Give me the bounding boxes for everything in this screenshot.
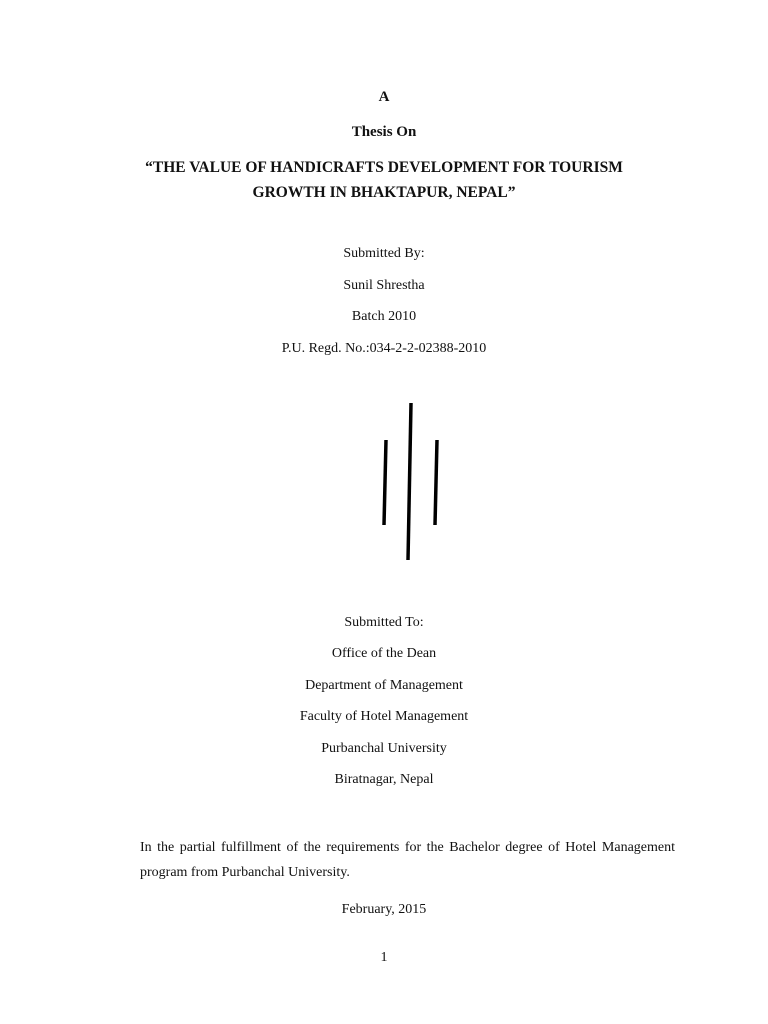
office-name: Office of the Dean	[331, 646, 437, 661]
thesis-on-heading: Thesis On	[351, 124, 417, 140]
emblem-left-bar	[384, 440, 386, 525]
thesis-title	[80, 155, 688, 205]
author-name: Sunil Shrestha	[343, 278, 425, 293]
fulfillment-paragraph: In the partial fulfillment of the requirements for the Bachelor degree of Hotel Management program from Purbanchal University.	[140, 840, 675, 880]
emblem-center-bar	[408, 403, 411, 560]
submitted-by-label: Submitted By:	[343, 246, 425, 261]
emblem-right-bar	[435, 440, 437, 525]
submitted-to-label: Submitted To:	[344, 615, 424, 630]
page-number: 1	[380, 950, 388, 965]
submission-date: February, 2015	[341, 902, 427, 917]
author-batch: Batch 2010	[351, 309, 417, 324]
registration-number: P.U. Regd. No.:034-2-2-02388-2010	[281, 341, 487, 356]
department-name: Department of Management	[305, 678, 463, 693]
faculty-name: Faculty of Hotel Management	[299, 709, 469, 724]
university-location: Biratnagar, Nepal	[334, 772, 434, 787]
three-vertical-bars-emblem-icon	[370, 400, 450, 565]
university-name: Purbanchal University	[321, 741, 447, 756]
thesis-title-line-2: GROWTH IN BHAKTAPUR, NEPAL”	[252, 184, 516, 201]
thesis-title-line-1: “THE VALUE OF HANDICRAFTS DEVELOPMENT FOR TOURISM	[145, 159, 623, 176]
article-heading: A	[378, 89, 390, 105]
